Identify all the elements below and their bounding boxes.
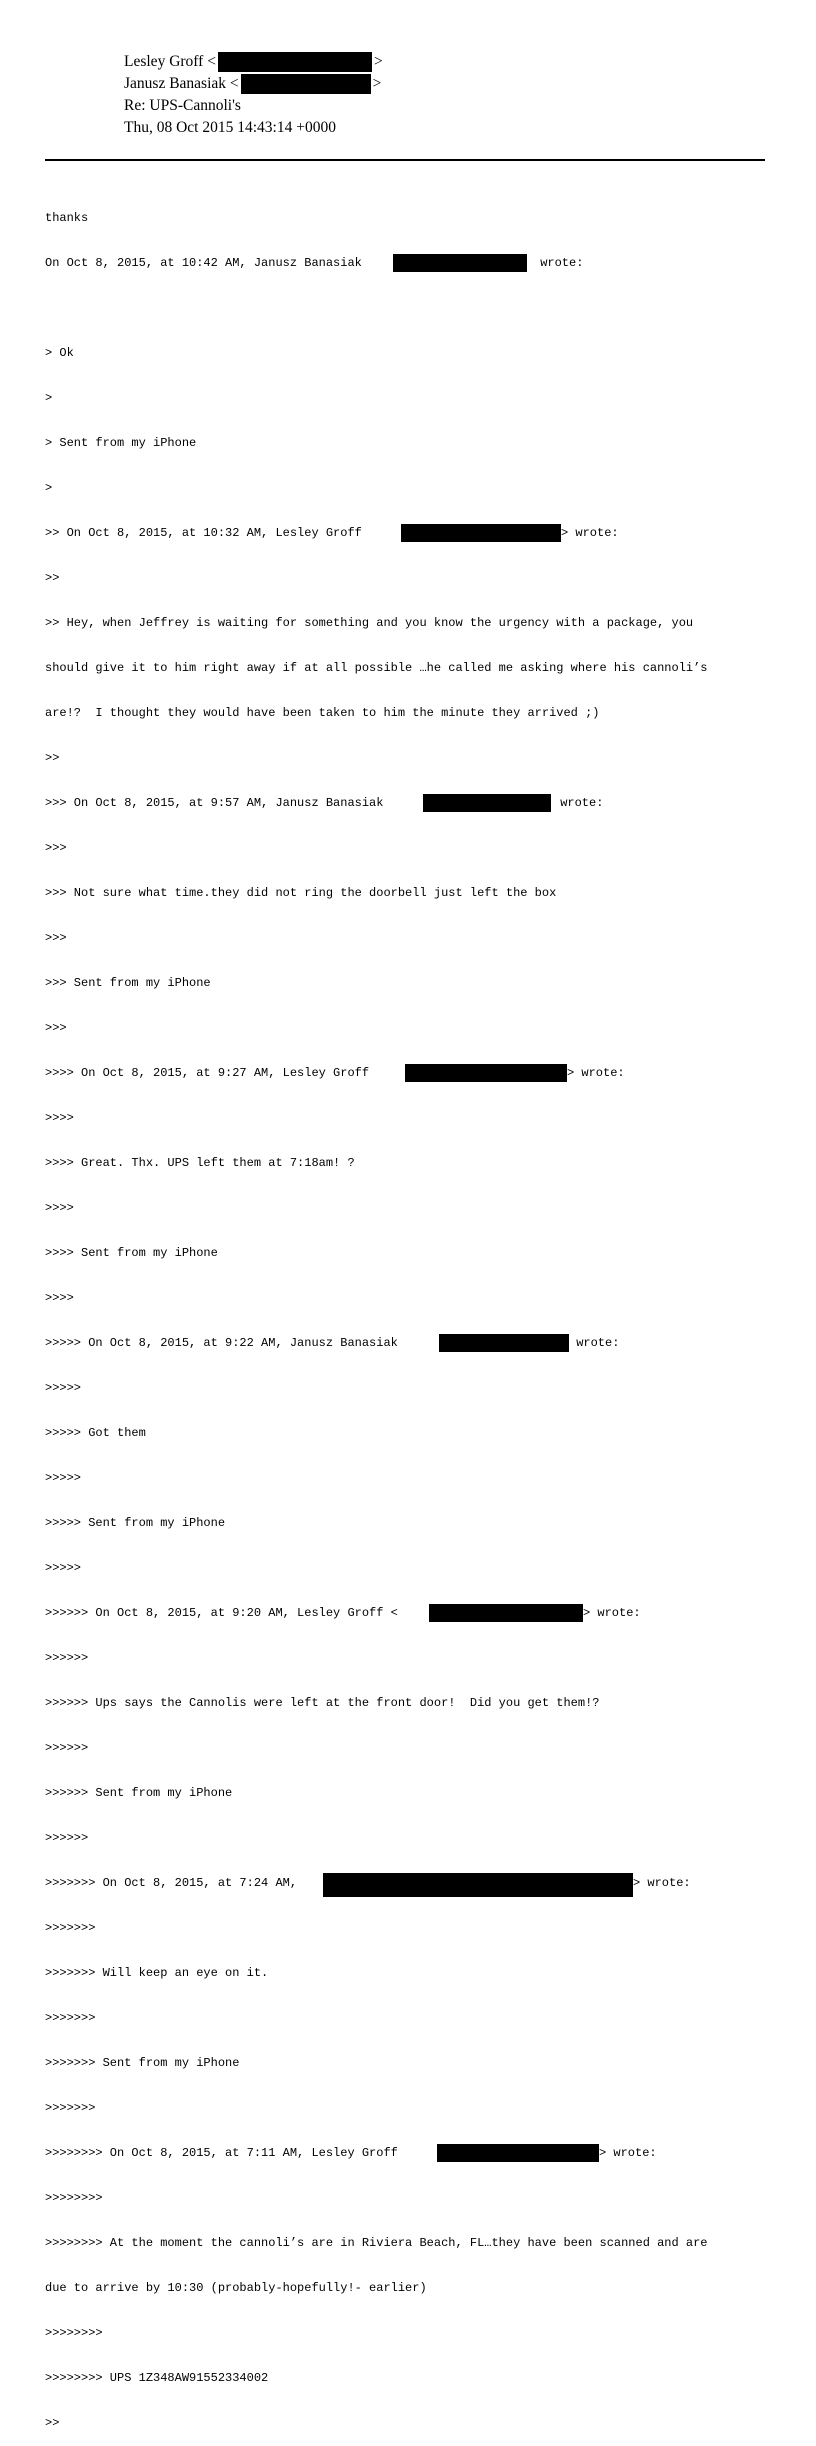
- body-line: >>>>>> Ups says the Cannolis were left at the front door! Did you get them!?: [45, 1696, 600, 1710]
- header-divider: [45, 159, 765, 161]
- body-line: >>>>>>: [45, 1651, 89, 1665]
- to-value: Janusz Banasiak < >: [124, 73, 381, 95]
- body-line: >>> Not sure what time.they did not ring the doorbell just left the box: [45, 886, 557, 900]
- body-line: >>>>>>>: [45, 1921, 96, 1935]
- redacted-email: [401, 524, 561, 542]
- body-line: >>>>: [45, 1111, 74, 1125]
- body-line: >>>>>> On Oct 8, 2015, at 9:20 AM, Lesley Groff < > wrote:: [45, 1606, 641, 1620]
- body-line: >>: [45, 571, 60, 585]
- redacted-email: [423, 794, 551, 812]
- body-line: >>>>>>> On Oct 8, 2015, at 7:24 AM, > wrote:: [45, 1876, 775, 1891]
- body-line: >>> Sent from my iPhone: [45, 976, 211, 990]
- redacted-email: [429, 1604, 583, 1622]
- body-line: >>>> Great. Thx. UPS left them at 7:18am! ?: [45, 1156, 355, 1170]
- body-line: >>>>>>: [45, 1831, 89, 1845]
- body-line: >>: [45, 751, 60, 765]
- body-line: >>>>> Sent from my iPhone: [45, 1516, 226, 1530]
- body-line: >: [45, 481, 53, 495]
- redacted-email: [439, 1334, 569, 1352]
- to-row: [0, 73, 500, 95]
- redacted-email: [241, 74, 371, 94]
- redacted-email: [218, 52, 372, 72]
- body-line: >>>> On Oct 8, 2015, at 9:27 AM, Lesley Groff > wrote:: [45, 1066, 625, 1080]
- body-line: >> Hey, when Jeffrey is waiting for something and you know the urgency with a package, you: [45, 616, 694, 630]
- body-line: >>>>>>>> At the moment the cannoli’s are in Riviera Beach, FL…they have been scanned and are: [45, 2236, 708, 2250]
- redacted-email: [405, 1064, 567, 1082]
- body-line: >>>> Sent from my iPhone: [45, 1246, 218, 1260]
- body-line: >>>>>>> Will keep an eye on it.: [45, 1966, 269, 1980]
- from-value: Lesley Groff < >: [124, 51, 383, 73]
- body-line: >>>>>: [45, 1561, 82, 1575]
- body-line: >>>>>>: [45, 1741, 89, 1755]
- body-line: > Ok: [45, 346, 74, 360]
- body-line: >>>>>>>: [45, 2101, 96, 2115]
- body-line: >>>>>>>> On Oct 8, 2015, at 7:11 AM, Lesley Groff > wrote:: [45, 2146, 657, 2160]
- date-value: Thu, 08 Oct 2015 14:43:14 +0000: [124, 119, 336, 136]
- body-line: >>> On Oct 8, 2015, at 9:57 AM, Janusz Banasiak wrote:: [45, 796, 604, 810]
- body-line: On Oct 8, 2015, at 10:42 AM, Janusz Banasiak wrote:: [45, 256, 584, 270]
- body-line: > Sent from my iPhone: [45, 436, 197, 450]
- redacted-email: [393, 254, 527, 272]
- body-line: >>>>>>> Sent from my iPhone: [45, 2056, 240, 2070]
- body-line: >>: [45, 2416, 60, 2430]
- body-line: >>>>>>>>: [45, 2326, 103, 2340]
- body-line: >>>>>>>: [45, 2011, 96, 2025]
- body-line: >>>: [45, 931, 67, 945]
- body-line: >>>>>: [45, 1471, 82, 1485]
- body-line: should give it to him right away if at all possible …he called me asking where his cannoli’s: [45, 661, 708, 675]
- body-line: >>>>>>>>: [45, 2191, 103, 2205]
- subject-value: Re: UPS-Cannoli's: [124, 97, 241, 114]
- date-row: [0, 117, 500, 139]
- body-line: >>>>: [45, 1291, 74, 1305]
- body-line: due to arrive by 10:30 (probably-hopefully!- earlier): [45, 2281, 427, 2295]
- body-line: >>>: [45, 1021, 67, 1035]
- body-line: >>>>>> Sent from my iPhone: [45, 1786, 233, 1800]
- body-line: >>>: [45, 841, 67, 855]
- redacted-name-and-email: [323, 1873, 633, 1897]
- body-line: [45, 301, 775, 316]
- body-line: >>>>>>>> UPS 1Z348AW91552334002: [45, 2371, 269, 2385]
- body-line: >>>>> On Oct 8, 2015, at 9:22 AM, Janusz Banasiak wrote:: [45, 1336, 620, 1350]
- body-line: >>>>> Got them: [45, 1426, 146, 1440]
- redacted-email: [437, 2144, 599, 2162]
- email-body: [45, 181, 775, 2446]
- body-line: >>>>>: [45, 1381, 82, 1395]
- subject-row: [0, 95, 500, 117]
- body-line: thanks: [45, 211, 89, 225]
- body-line: >> On Oct 8, 2015, at 10:32 AM, Lesley Groff > wrote:: [45, 526, 619, 540]
- body-line: >: [45, 391, 53, 405]
- body-line: >>>>: [45, 1201, 74, 1215]
- from-row: [0, 51, 500, 73]
- body-line: are!? I thought they would have been taken to him the minute they arrived ;): [45, 706, 600, 720]
